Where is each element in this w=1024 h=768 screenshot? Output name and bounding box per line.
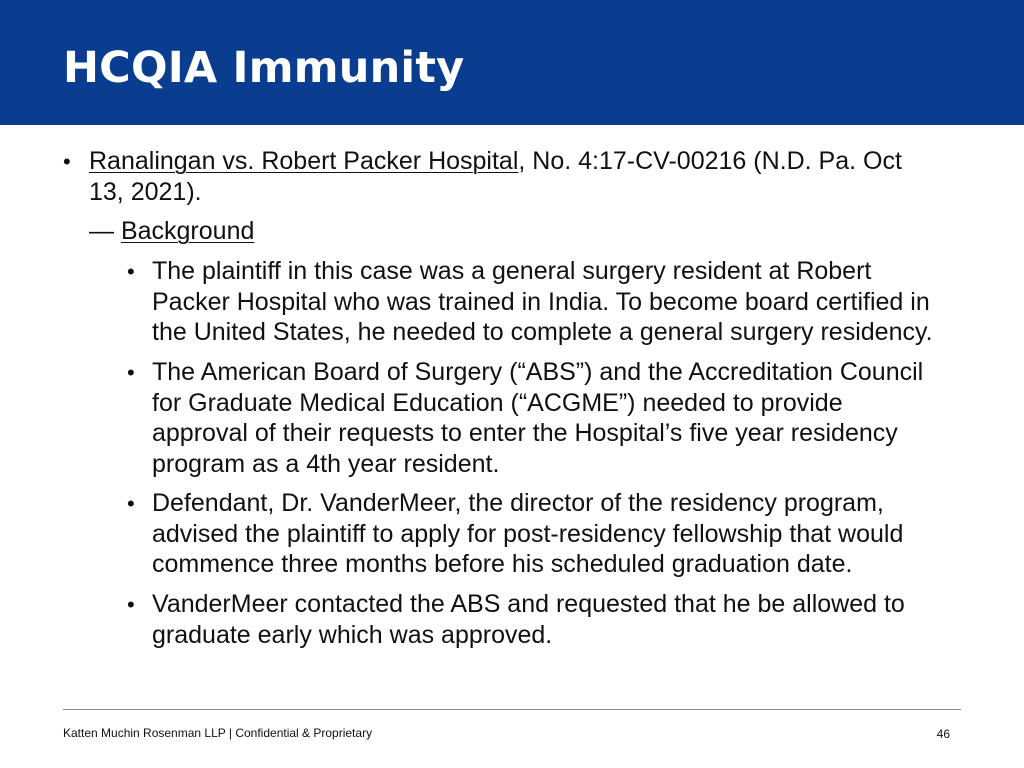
bullet-marker: • [127,360,135,385]
bullet-4-line-2: graduate early which was approved. [152,621,553,649]
section-heading [89,216,254,247]
bullet-2-line-2: for Graduate Medical Education (“ACGME”) needed to provide [152,389,843,417]
bullet-3-line-1: Defendant, Dr. VanderMeer, the director of the residency program, [152,489,884,517]
case-citation-line-2: 13, 2021). [89,178,202,206]
bullet-2-line-3: approval of their requests to enter the Hospital’s five year residency [152,419,898,447]
bullet-1-line-2: Packer Hospital who was trained in India. To become board certified in [152,288,930,316]
footer-text: Katten Muchin Rosenman LLP | Confidential & Proprietary [63,726,373,740]
bullet-marker: • [127,259,135,284]
bullet-3-line-3: commence three months before his scheduled graduation date. [152,550,853,578]
bullet-3-line-2: advised the plaintiff to apply for post-residency fellowship that would [152,520,904,548]
slide-title: HCQIA Immunity [63,43,465,93]
bullet-1-line-3: the United States, he needed to complete a general surgery residency. [152,318,933,346]
bullet-4-line-1: VanderMeer contacted the ABS and requested that he be allowed to [152,590,905,618]
bullet-1-line-1: The plaintiff in this case was a general surgery resident at Robert [152,257,872,285]
section-label: Background [120,217,255,245]
case-bullet-marker: • [63,149,71,174]
bullet-2-line-1: The American Board of Surgery (“ABS”) and the Accreditation Council [152,358,924,386]
bullet-2-line-4: program as a 4th year resident. [152,450,500,478]
case-citation-text: , No. 4:17-CV-00216 (N.D. Pa. Oct [518,147,902,175]
section-dash: — [89,217,114,245]
footer-divider [63,709,961,710]
case-name: Ranalingan vs. Robert Packer Hospital [89,147,519,175]
case-citation-line-1 [89,146,902,177]
bullet-marker: • [127,592,135,617]
page-number: 46 [936,727,950,741]
bullet-marker: • [127,491,135,516]
